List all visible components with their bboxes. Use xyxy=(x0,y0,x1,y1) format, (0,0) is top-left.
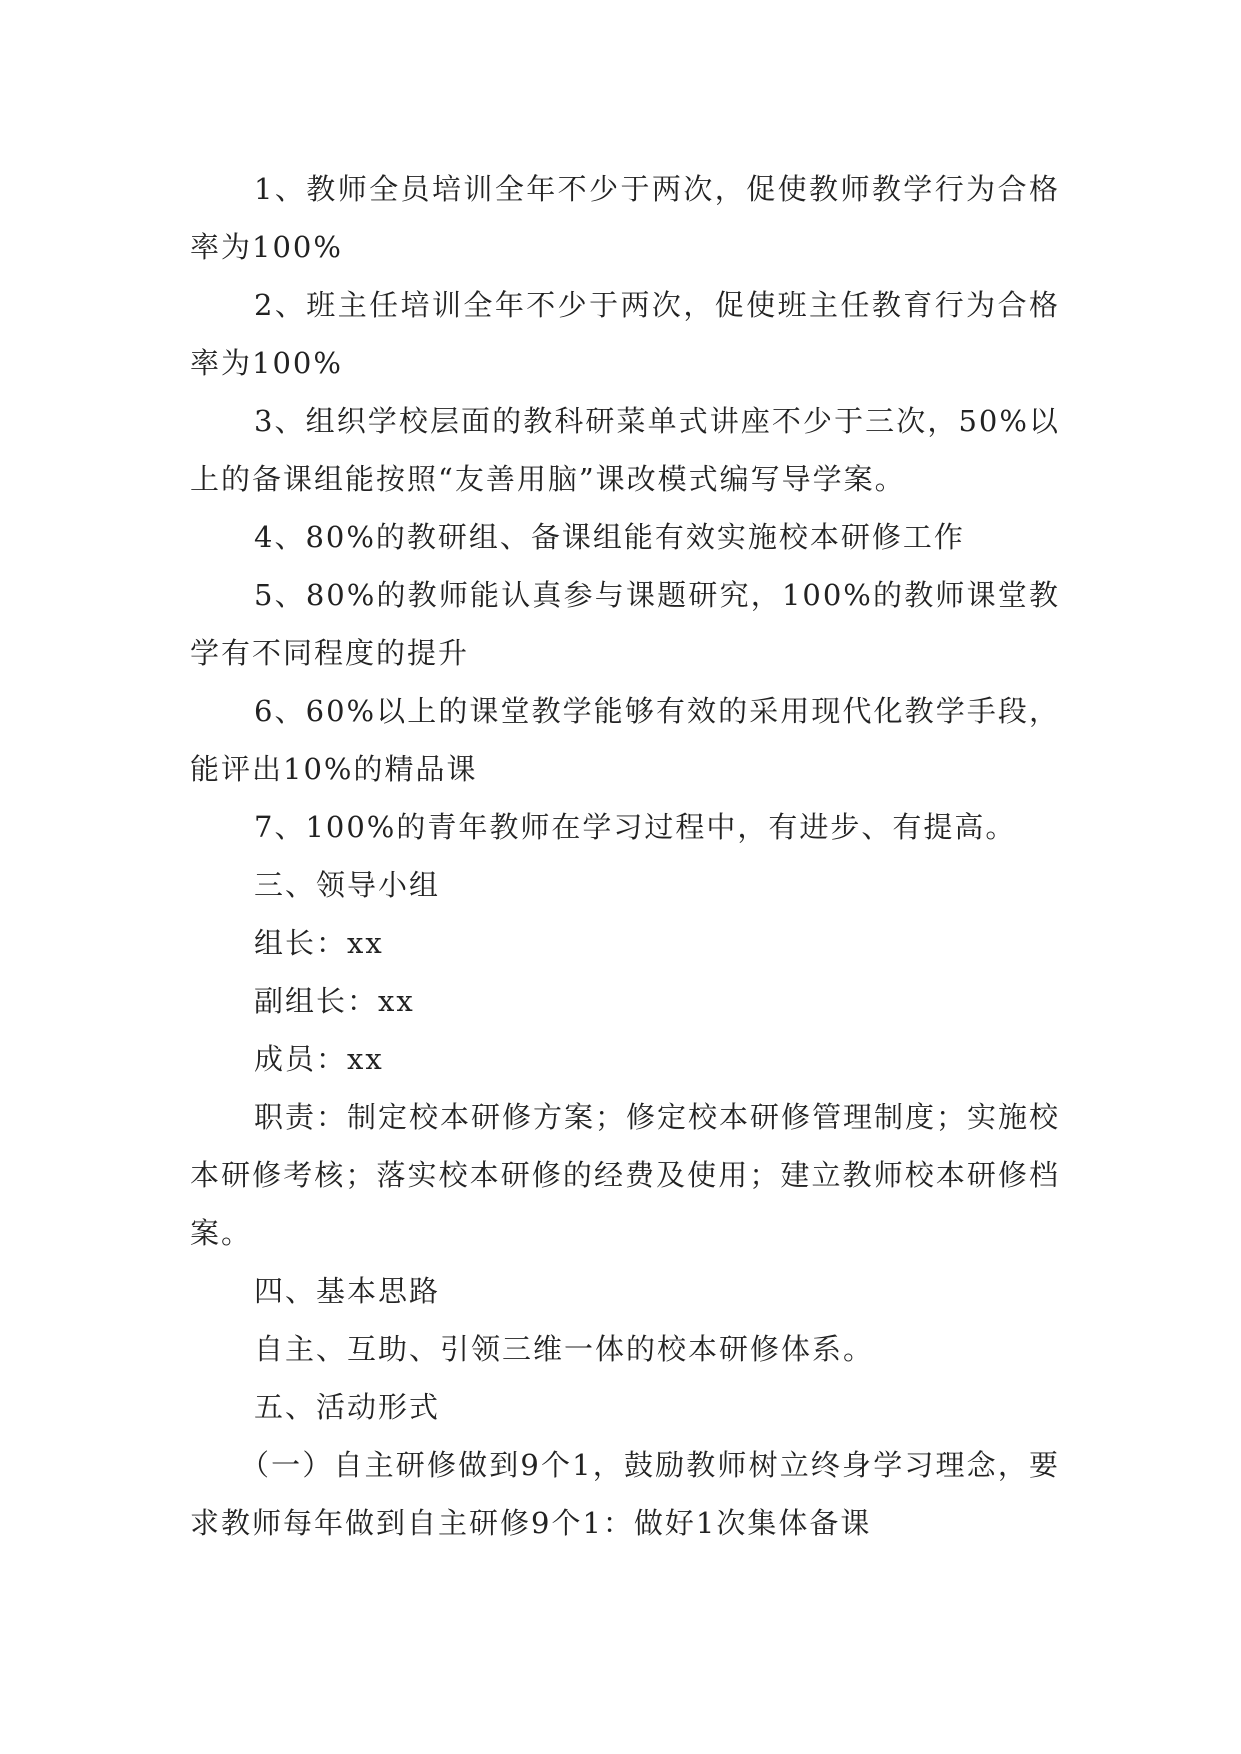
document-body xyxy=(190,160,1060,1552)
approach-paragraph: 自主、互助、引领三维一体的校本研修体系。 xyxy=(254,1332,875,1366)
goal-item-2: 2、班主任培训全年不少于两次，促使班主任教育行为合格率为100% xyxy=(190,288,1060,380)
members-line: 成员：xx xyxy=(254,1042,384,1076)
goal-item-1: 1、教师全员培训全年不少于两次，促使教师教学行为合格率为100% xyxy=(190,172,1060,264)
leader-line: 组长：xx xyxy=(254,926,384,960)
activity-paragraph-1: （一）自主研修做到9个1，鼓励教师树立终身学习理念，要求教师每年做到自主研修9个1：做好1次集体备课 xyxy=(190,1448,1060,1540)
deputy-leader-line: 副组长：xx xyxy=(254,984,415,1018)
goal-item-4: 4、80%的教研组、备课组能有效实施校本研修工作 xyxy=(254,520,965,554)
section-heading-activities: 五、活动形式 xyxy=(254,1390,441,1424)
duties-paragraph: 职责：制定校本研修方案；修定校本研修管理制度；实施校本研修考核；落实校本研修的经费及使用；建立教师校本研修档案。 xyxy=(190,1100,1061,1250)
section-heading-leadership: 三、领导小组 xyxy=(254,868,441,902)
goal-item-7: 7、100%的青年教师在学习过程中，有进步、有提高。 xyxy=(254,810,1017,844)
goal-item-5: 5、80%的教师能认真参与课题研究，100%的教师课堂教学有不同程度的提升 xyxy=(190,578,1060,670)
goal-item-3: 3、组织学校层面的教科研菜单式讲座不少于三次，50%以上的备课组能按照“友善用脑”课改模式编写导学案。 xyxy=(190,404,1060,496)
section-heading-approach: 四、基本思路 xyxy=(254,1274,441,1308)
goal-item-6: 6、60%以上的课堂教学能够有效的采用现代化教学手段，能评出10%的精品课 xyxy=(190,694,1060,786)
